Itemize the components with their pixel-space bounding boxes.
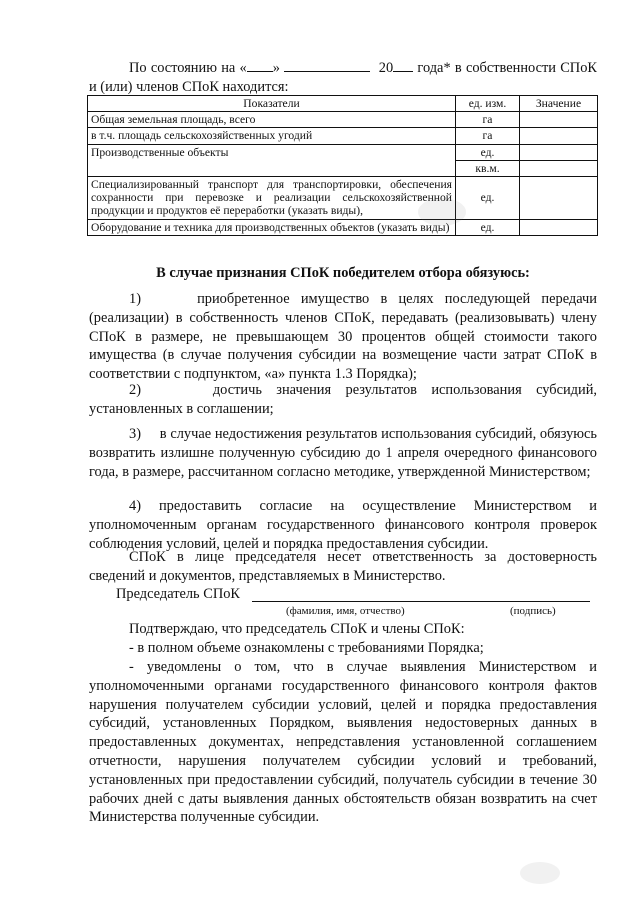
confirm-item-1: - в полном объеме ознакомлены с требованиями Порядка; [129, 640, 484, 656]
chairman-signature-line [252, 587, 590, 602]
intro-paragraph [89, 57, 597, 97]
indicators-table [87, 95, 598, 236]
signature-caption: (подпись) [510, 605, 556, 617]
row-label: Общая земельная площадь, всего [88, 112, 456, 128]
table-header-row [88, 96, 598, 112]
intro-quote-close: » [272, 60, 280, 76]
confirm-intro: Подтверждаю, что председатель СПоК и члены СПоК: [129, 621, 465, 637]
day-blank [247, 57, 273, 72]
obligation-1: 1) приобретенное имущество в целях последующей передачи (реализации) в собственность членов СПоК, передавать (реализовывать) члену СПоК в размере, не превышающем 30 процентов общей стоимости такого имущества (в случае получения субсидии на возмещение части затрат СПоК в соответствии с подпунктом, «а» пункта 1.3 Порядка); [89, 291, 597, 383]
scan-stain [418, 198, 466, 226]
scan-stain [520, 862, 560, 884]
row-unit: ед. [456, 177, 520, 220]
row-unit: га [456, 128, 520, 144]
obligation-2: 2) достичь значения результатов использования субсидий, установленных в соглашении; [89, 382, 597, 417]
table-row [88, 219, 598, 235]
row-unit: ед. [456, 219, 520, 235]
table-row [88, 144, 598, 160]
row-value [520, 112, 598, 128]
obligations-heading: В случае признания СПоК победителем отбора обязуюсь: [156, 265, 530, 281]
confirm-item-2: - уведомлены о том, что в случае выявления Министерством и уполномоченными органами государственного финансового контроля фактов нарушения получателем субсидии условий, целей и порядка предоставления субсидий, установленных Порядком, выявления недостоверных данных в предоставленных документах, непредставления установленной соглашением отчетности, нарушения получателем субсидии условий и требований, установленных при предоставлении субсидий, получатель субсидии в течение 30 рабочих дней с даты выявления данных обстоятельств обязан возвратить на счет Министерства полученные субсидии. [89, 659, 597, 826]
row-value [520, 177, 598, 220]
table-row [88, 112, 598, 128]
row-label: в т.ч. площадь сельскохозяйственных угодий [88, 128, 456, 144]
row-value [520, 160, 598, 176]
intro-date-prefix: По состоянию на « [129, 60, 247, 76]
row-value [520, 219, 598, 235]
obligation-4: 4) предоставить согласие на осуществление Министерством и уполномоченным органам государственного финансового контроля проверок соблюдения условий, целей и порядка предоставления субсидии. [89, 498, 597, 552]
row-label: Производственные объекты [88, 144, 456, 176]
chairman-label: Председатель СПоК [116, 586, 241, 602]
header-unit: ед. изм. [456, 96, 520, 112]
header-value: Значение [520, 96, 598, 112]
obligation-3: 3) в случае недостижения результатов использования субсидий, обязуюсь возвратить излишне полученную субсидию до 1 апреля очередного финансового года, в размере, рассчитанном согласно методике, утвержденной Министерством; [89, 426, 597, 480]
row-value [520, 128, 598, 144]
table-row [88, 128, 598, 144]
row-label: Оборудование и техника для производственных объектов (указать виды) [88, 219, 456, 235]
intro-year-prefix: 20 [378, 60, 394, 76]
intro-ownership-text: года* в собственности СПоК и (или) членов СПоК находится: [89, 60, 597, 95]
month-blank [284, 57, 370, 72]
year-blank [393, 57, 413, 72]
responsibility-paragraph: СПоК в лице председателя несет ответственность за достоверность сведений и документов, представляемых в Министерство. [89, 549, 597, 584]
row-unit: ед. [456, 144, 520, 160]
row-label: Специализированный транспорт для транспортировки, обеспечения сохранности при перевозке и реализации сельскохозяйственной продукции и продуктов её переработки (указать виды), [88, 177, 456, 220]
header-indicators: Показатели [88, 96, 456, 112]
name-caption: (фамилия, имя, отчество) [286, 605, 405, 617]
table-row [88, 177, 598, 220]
row-unit: га [456, 112, 520, 128]
row-unit: кв.м. [456, 160, 520, 176]
row-value [520, 144, 598, 160]
